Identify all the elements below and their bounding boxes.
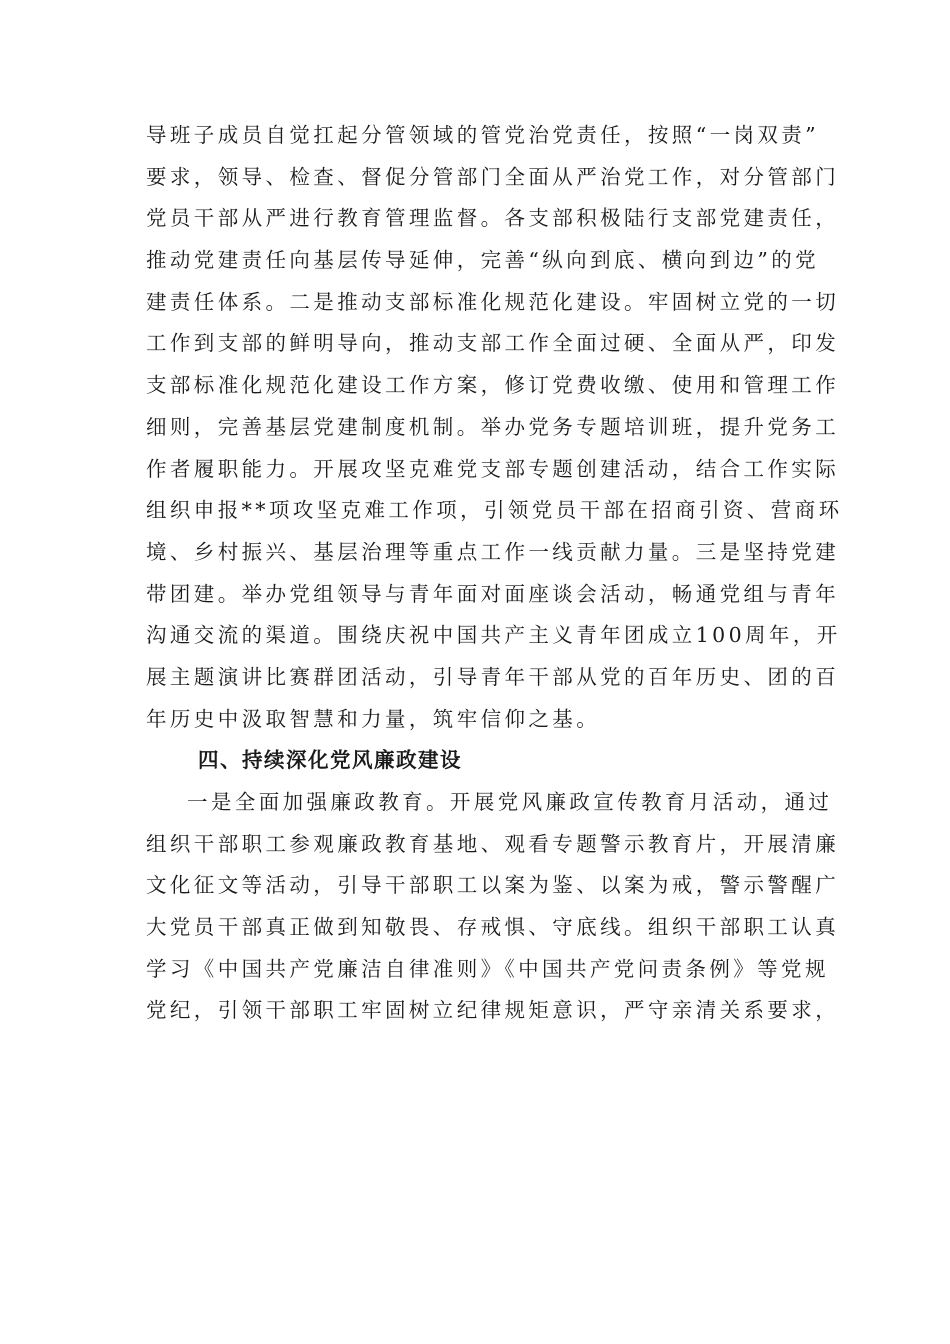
paragraph-line: 大党员干部真正做到知敬畏、存戒惧、守底线。组织干部职工认真 [146, 915, 840, 940]
paragraph-line: 学习《中国共产党廉洁自律准则》《中国共产党问责条例》等党规 [146, 956, 829, 981]
paragraph-line: 推动党建责任向基层传导延伸，完善“纵向到底、横向到边”的党 [146, 248, 820, 273]
paragraph-line: 境、乡村振兴、基层治理等重点工作一线贡献力量。三是坚持党建 [146, 539, 840, 564]
paragraph-line: 党员干部从严进行教育管理监督。各支部积极陆行支部党建责任， [146, 206, 840, 231]
paragraph-line: 要求，领导、检查、督促分管部门全面从严治党工作，对分管部门 [146, 164, 840, 189]
paragraph-line: 组织干部职工参观廉政教育基地、观看专题警示教育片，开展清廉 [146, 831, 840, 856]
paragraph-line: 支部标准化规范化建设工作方案，修订党费收缴、使用和管理工作 [146, 373, 840, 398]
paragraph-line: 一是全面加强廉政教育。开展党风廉政宣传教育月活动，通过 [187, 790, 833, 814]
paragraph-line: 带团建。举办党组领导与青年面对面座谈会活动，畅通党组与青年 [146, 581, 840, 606]
paragraph-line: 工作到支部的鲜明导向，推动支部工作全面过硬、全面从严，印发 [146, 331, 840, 356]
paragraph-line: 导班子成员自觉扛起分管领域的管党治党责任，按照“一岗双责” [146, 123, 820, 147]
paragraph-line: 年历史中汲取智慧和力量，筑牢信仰之基。 [146, 706, 601, 731]
paragraph-line: 细则，完善基层党建制度机制。举办党务专题培训班，提升党务工 [146, 414, 840, 439]
paragraph-line: 作者履职能力。开展攻坚克难党支部专题创建活动，结合工作实际 [146, 456, 840, 481]
document-body [146, 115, 843, 1032]
paragraph-line: 建责任体系。二是推动支部标准化规范化建设。牢固树立党的一切 [146, 289, 840, 314]
paragraph-line: 沟通交流的渠道。围绕庆祝中国共产主义青年团成立100周年，开 [146, 623, 841, 648]
paragraph-line: 展主题演讲比赛群团活动，引导青年干部从党的百年历史、团的百 [146, 664, 840, 689]
paragraph-line: 文化征文等活动，引导干部职工以案为鉴、以案为戒，警示警醒广 [146, 873, 840, 898]
paragraph-line: 党纪，引领干部职工牢固树立纪律规矩意识，严守亲清关系要求， [146, 998, 840, 1023]
paragraph-line: 组织申报**项攻坚克难工作项，引领党员干部在招商引资、营商环 [146, 498, 843, 523]
section-heading: 四、持续深化党风廉政建设 [198, 748, 462, 773]
